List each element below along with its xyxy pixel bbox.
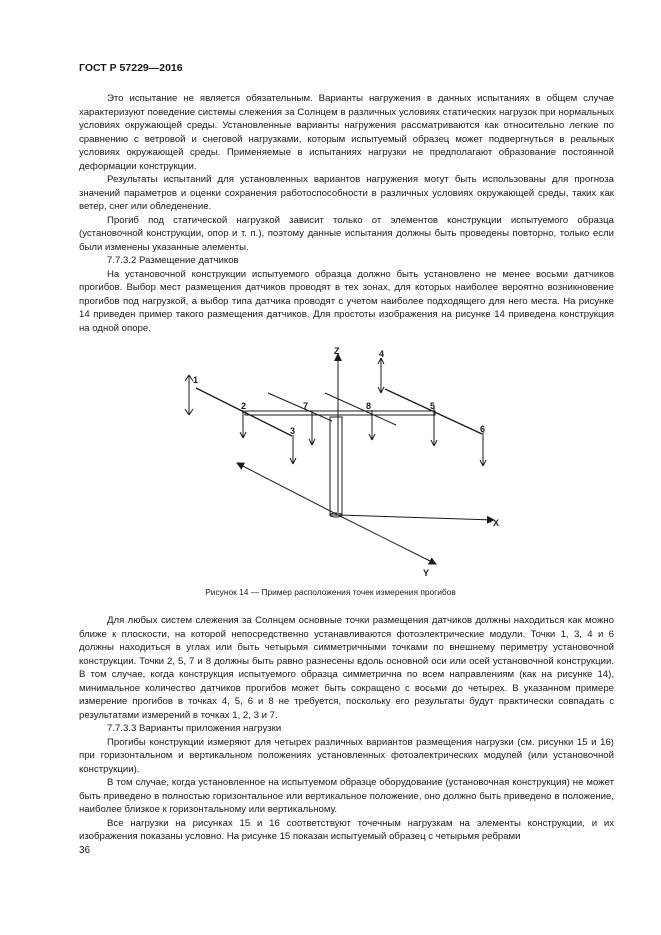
y-axis — [338, 515, 436, 564]
x-axis — [338, 515, 494, 520]
paragraph: Все нагрузки на рисунках 15 и 16 соответствуют точечным нагрузкам на элементы конструкции, и их изображения показаны условно. На рисунке 15 показан испытуемый образец с четырьмя ребрами — [79, 817, 614, 842]
point-label-7: 7 — [303, 401, 309, 411]
point-label-3: 3 — [290, 426, 296, 436]
support-post — [330, 417, 342, 515]
rail-left — [196, 388, 292, 436]
axis-label-z: Z — [334, 346, 340, 356]
paragraph: Это испытание не является обязательным. Варианты нагружения в данных испытаниях в общем случае характеризуют поведение системы слежения за Солнцем в различных условиях статических нагрузок при нормальных условиях окружающей среды. Установленные варианты нагружения рассматриваются как относительно легкие по сравнению с ветровой и снеговой нагрузками, которым испытуемый образец может подвергнуться в реальных условиях окружающей среды. Применяемые в испытаниях нагрузки не предполагают образование постоянной деформации конструкции. — [79, 93, 614, 172]
point-label-2: 2 — [241, 401, 247, 411]
axis-label-x: X — [493, 518, 500, 528]
axis-label-y: Y — [423, 568, 430, 578]
figure-14-diagram — [175, 340, 515, 580]
main-beam — [245, 411, 435, 415]
paragraph: На установочной конструкции испытуемого образца должно быть установлено не менее восьми датчиков прогибов. Выбор мест размещения датчиков проводят в тех зонах, для которых наиболее вероятно возникновение прогибов под нагрузкой, а выбор типа датчика проводят с учетом наиболее подходящего для него места. На рисунке 14 приведен пример такого размещения датчиков. Для простоты изображения на рисунке 14 приведена конструкция на одной опоре. — [79, 268, 614, 334]
section-heading: 7.7.3.2 Размещение датчиков — [107, 255, 239, 266]
point-label-1: 1 — [193, 375, 199, 385]
paragraph: Результаты испытаний для установленных вариантов нагружения могут быть использованы для прогноза значений параметров и оценки сохранения работоспособности в различных условиях окружающей среды, таких как ветер, снег или обледенение. — [79, 174, 614, 212]
page-number: 36 — [79, 845, 91, 856]
rail-mid-right — [325, 393, 396, 425]
figure-caption: Рисунок 14 — Пример расположения точек измерения прогибов — [205, 587, 456, 597]
paragraph: Прогибы конструкции измеряют для четырех различных вариантов размещения нагрузки (см. рисунки 15 и 16) при горизонтальном и вертикальном положениях установленных фотоэлектрических модулей (или установочной конструкции). — [79, 736, 614, 775]
text-block-top — [79, 92, 614, 335]
point-label-6: 6 — [480, 424, 486, 434]
point-label-4: 4 — [379, 349, 385, 359]
paragraph: Для любых систем слежения за Солнцем основные точки размещения датчиков должны находиться как можно ближе к плоскости, на которой непосредственно устанавливаются фотоэлектрические модули. Точки 1, 3, 4 и 6 должны находиться в углах или быть четырьмя симметричными точками по внешнему периметру установочной конструкции. Точки 2, 5, 7 и 8 должны быть равно разнесены вдоль основной оси или осей установочной конструкции. В том случае, когда конструкция испытуемого образца симметрична по всем направлениям (как на рисунке 14), минимальное количество датчиков прогибов может быть сокращено с восьми до четырех. В указанном примере измерение прогибов в точках 4, 5, 6 и 8 не требуется, поскольку его результаты будут практически совпадать с результатами измерений в точках 1, 2, 3 и 7. — [79, 615, 614, 721]
point-label-8: 8 — [366, 401, 372, 411]
section-heading: 7.7.3.3 Варианты приложения нагрузки — [107, 723, 282, 734]
document-header: ГОСТ Р 57229—2016 — [79, 62, 183, 74]
paragraph: Прогиб под статической нагрузкой зависит только от элементов конструкции испытуемого образца (установочной конструкции, опор и т. п.), поэтому данные испытания должны быть проведены повторно, только если были изменены указанные элементы. — [79, 214, 614, 253]
point-label-5: 5 — [430, 401, 436, 411]
rail-mid-left — [268, 393, 332, 421]
paragraph: В том случае, когда установленное на испытуемом образце оборудование (установочная конструкция) не может быть приведено в полностью горизонтальное или вертикальное положение, оно должно быть приведено в положение, наиболее близкое к горизонтальному или вертикальному. — [79, 777, 614, 815]
y-axis-back — [237, 463, 338, 515]
text-block-bottom — [79, 614, 614, 844]
